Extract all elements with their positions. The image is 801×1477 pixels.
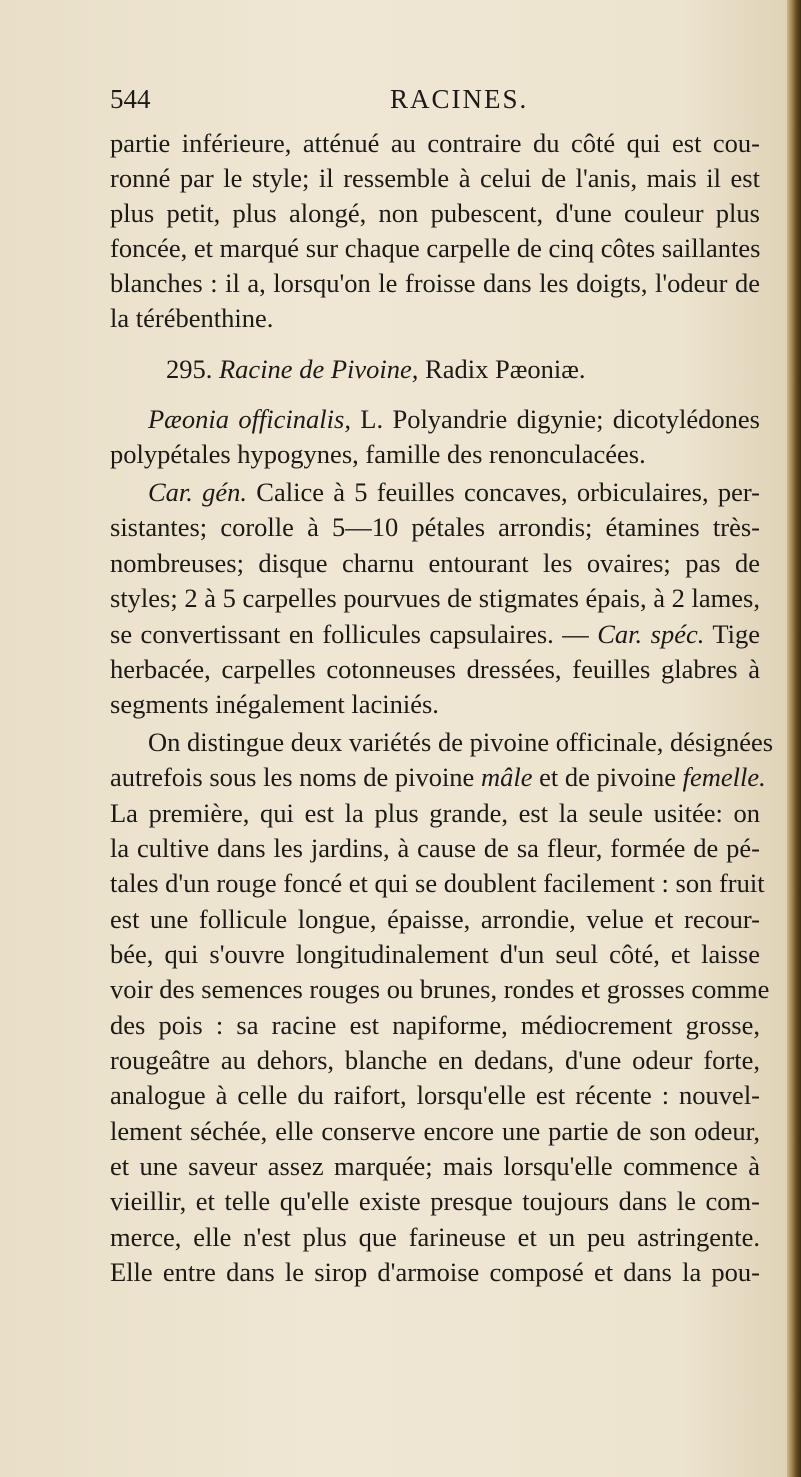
text-line: se convertissant en follicules capsulaires. — Car. spéc. Tige <box>110 619 761 649</box>
page-edge-shadow <box>787 0 801 1477</box>
text-line: merce, elle n'est plus que farineuse et un peu astringente. <box>110 1222 760 1252</box>
text-line: vieillir, et telle qu'elle existe presque toujours dans le com- <box>110 1186 760 1216</box>
text-line: voir des semences rouges ou brunes, rondes et grosses comme <box>110 974 770 1004</box>
text-line: plus petit, plus alongé, non pubescent, d'une couleur plus <box>110 198 760 228</box>
text-line: autrefois sous les noms de pivoine mâle et de pivoine femelle. <box>110 762 766 792</box>
text-line: et une saveur assez marquée; mais lorsqu'elle commence à <box>110 1151 760 1181</box>
text-line: Elle entre dans le sirop d'armoise composé et dans la pou- <box>110 1257 760 1287</box>
section-latin-name: Radix Pæoniæ. <box>425 354 586 384</box>
text-line: lement séchée, elle conserve encore une partie de son odeur, <box>110 1116 760 1146</box>
text-line: la cultive dans les jardins, à cause de sa fleur, formée de pé- <box>110 833 760 863</box>
section-title: Racine de Pivoine, <box>219 354 419 384</box>
text-line: foncée, et marqué sur chaque carpelle de cinq côtes saillantes <box>110 233 761 263</box>
text-line: styles; 2 à 5 carpelles pourvues de stigmates épais, à 2 lames, <box>110 583 760 613</box>
page-number: 544 <box>110 84 151 114</box>
text-line: la térébenthine. <box>110 303 274 333</box>
page-header <box>110 84 770 120</box>
text-line: blanches : il a, lorsqu'on le froisse dans les doigts, l'odeur de <box>110 268 760 298</box>
text-line: des pois : sa racine est napiforme, médiocrement grosse, <box>110 1010 760 1040</box>
text-line: nombreuses; disque charnu entourant les ovaires; pas de <box>110 548 760 578</box>
text-line: est une follicule longue, épaisse, arrondie, velue et recour- <box>110 904 760 934</box>
text-line: ronné par le style; il ressemble à celui de l'anis, mais il est <box>110 163 760 193</box>
text-line: herbacée, carpelles cotonneuses dressées, feuilles glabres à <box>110 654 760 684</box>
text-line: On distingue deux variétés de pivoine officinale, désignées <box>148 727 774 757</box>
text-line: segments inégalement laciniés. <box>110 689 439 719</box>
text-line: analogue à celle du raifort, lorsqu'elle est récente : nouvel- <box>110 1080 760 1110</box>
text-line: Car. gén. Calice à 5 feuilles concaves, orbiculaires, per- <box>148 477 760 507</box>
section-heading <box>166 352 760 386</box>
text-line: Pæonia officinalis, L. Polyandrie digynie; dicotylédones <box>148 404 760 434</box>
running-head: RACINES. <box>390 84 529 114</box>
text-line: rougeâtre au dehors, blanche en dedans, d'une odeur forte, <box>110 1045 760 1075</box>
text-line: bée, qui s'ouvre longitudinalement d'un seul côté, et laisse <box>110 939 760 969</box>
text-line: polypétales hypogynes, famille des renonculacées. <box>110 439 646 469</box>
text-line: partie inférieure, atténué au contraire du côté qui est cou- <box>110 128 760 158</box>
text-line: tales d'un rouge foncé et qui se doublent facilement : son fruit <box>110 868 765 898</box>
text-line: sistantes; corolle à 5—10 pétales arrondis; étamines très- <box>110 512 760 542</box>
text-line: La première, qui est la plus grande, est la seule usitée: on <box>110 798 760 828</box>
section-number: 295. <box>166 354 213 384</box>
